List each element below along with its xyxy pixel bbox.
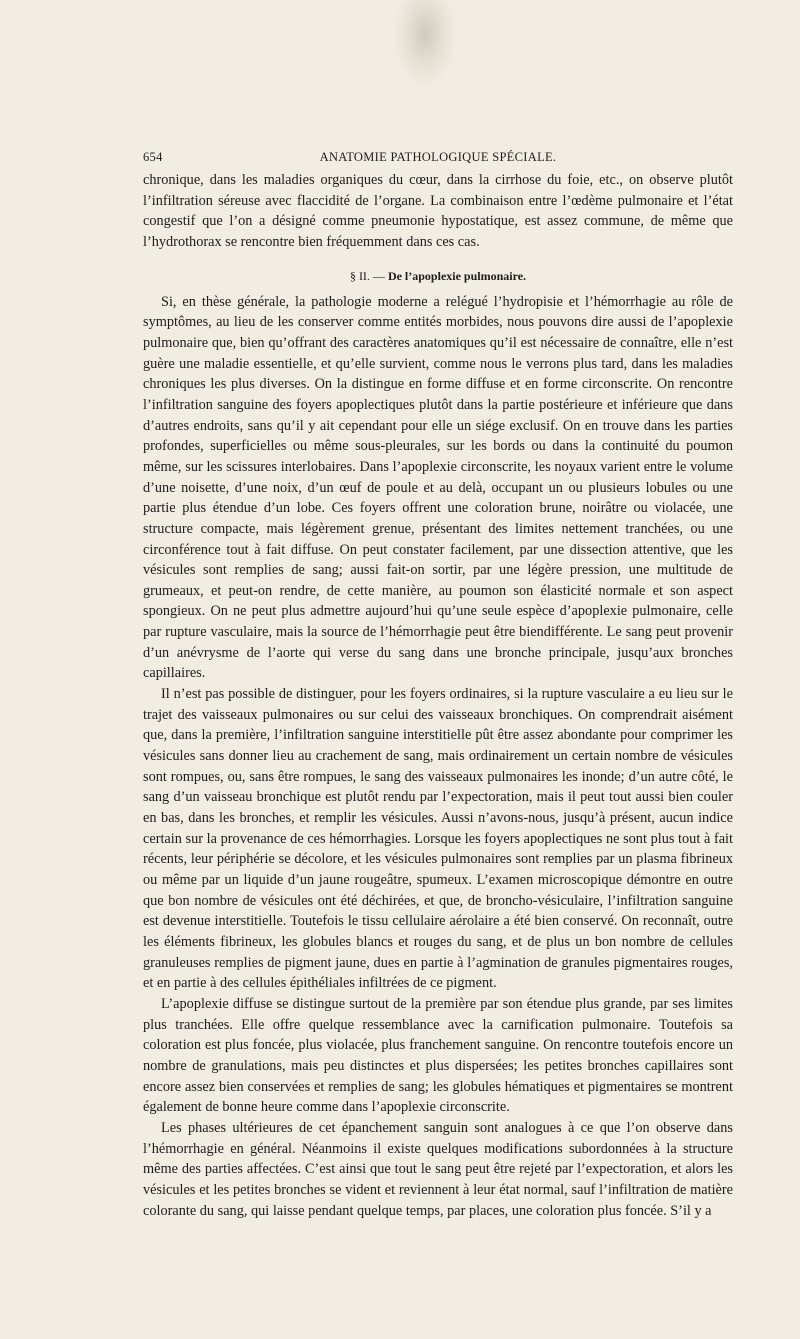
paragraph: L’apoplexie diffuse se distingue surtout de la première par son étendue plus grande, par ses limites plus tranchées. Elle offre quelque ressemblance avec la carnification pulmonaire. Toutefois sa coloration est plus foncée, plus violacée, plus franchement sanguine. On rencontre toutefois encore un nombre de granulations, mais peu distinctes et plus dispersées; les petites bronches capillaires sont encore assez bien conservées et remplies de sang; les globules hématiques et pigmentaires se montrent également de bonne heure comme dans l’apoplexie circonscrite. xyxy=(143,995,733,1116)
paragraph-continuation: chronique, dans les maladies organiques du cœur, dans la cirrhose du foie, etc., on observe plutôt l’infiltration séreuse avec flaccidité de l’organe. La combinaison entre l’œdème pulmonaire et l’état congestif que l’on a désigné comme pneumonie hypostatique, est assez commune, de même que l’hydrothorax se rencontre bien fréquemment dans ces cas. xyxy=(143,172,733,250)
body-text xyxy=(143,170,733,1221)
page-header xyxy=(143,150,733,168)
paragraph: Si, en thèse générale, la pathologie moderne a relégué l’hydropisie et l’hémorrhagie au rôle de symptômes, au lieu de les conserver comme entités morbides, nous pouvons dire aussi de l’apoplexie pulmonaire que, bien qu’offrant des caractères anatomiques qu’il est nécessaire de connaître, elle n’est guère une maladie essentielle, et qu’elle survient, comme nous le verrons plus tard, dans les maladies chroniques les plus diverses. On la distingue en forme diffuse et en forme circonscrite. On rencontre l’infiltration sanguine des foyers apoplectiques plutôt dans la partie postérieure et inférieure que dans d’autres endroits, sans qu’il y ait cependant pour elle un siége exclusif. On en trouve dans les parties profondes, superficielles ou même sous-pleurales, sur les bords ou dans la continuité du poumon même, sur les scissures interlobaires. Dans l’apoplexie circonscrite, les noyaux varient entre le volume d’une noisette, d’une noix, d’un œuf de poule et au delà, occupant un ou plusieurs lobules ou une partie plus étendue d’un lobe. Ces foyers offrent une coloration brune, noirâtre ou violacée, une structure compacte, mais légèrement grenue, présentant des limites nettement tranchées, ou une circonférence tout à fait diffuse. On peut constater facilement, par une dissection attentive, que les vésicules sont remplies de sang; aussi fait-on sortir, par une légère pression, une multitude de grumeaux, et peut-on rendre, de cette manière, au poumon son élasticité normale et son aspect spongieux. On ne peut plus admettre aujourd’hui qu’une seule espèce d’apoplexie pulmonaire, celle par rupture vasculaire, mais la source de l’hémorrhagie peut être biendifférente. Le sang peut provenir d’un anévrysme de l’aorte qui verse du sang dans une bronche principale, jusqu’aux bronches capillaires. xyxy=(143,293,733,682)
paragraph: Les phases ultérieures de cet épanchement sanguin sont analogues à ce que l’on observe dans l’hémorrhagie en général. Néanmoins il existe quelques modifications subordonnées à la structure même des parties affectées. C’est ainsi que tout le sang peut être rejeté par l’expectoration, et alors les vésicules et les petites bronches se vident et reviennent à leur état normal, sauf l’infiltration de matière colorante du sang, qui laisse pendant quelque temps, par places, une coloration plus foncée. S’il y a xyxy=(143,1119,733,1219)
page-number: 654 xyxy=(143,150,163,164)
section-title: De l’apoplexie pulmonaire. xyxy=(387,268,527,283)
section-heading xyxy=(143,266,733,286)
section-number: § II. — xyxy=(349,268,385,283)
paragraph: Il n’est pas possible de distinguer, pour les foyers ordinaires, si la rupture vasculaire a eu lieu sur le trajet des vaisseaux pulmonaires ou sur celui des vaisseaux bronchiques. On comprendrait aisément que, dans la première, l’infiltration sanguine interstitielle pût être assez abondante pour comprimer les vésicules sans donner lieu au crachement de sang, mais ordinairement un certain nombre de vésicules sont rompues, ou, sans être rompues, le sang des vaisseaux pulmonaires les inonde; d’un autre côté, le sang d’un vaisseau bronchique est plutôt rendu par l’expectoration, mais il peut tout aussi bien couler en bas, dans les bronches, et remplir les vésicules. Aussi n’avons-nous, jusqu’à présent, aucun indice certain sur la provenance de ces hémorrhagies. Lorsque les foyers apoplectiques ne sont plus tout à fait récents, leur périphérie se décolore, et les vésicules pulmonaires sont remplies par un plasma fibrineux ou même par un liquide d’un jaune rougeâtre, spumeux. L’examen microscopique démontre en outre que bon nombre de vésicules ont été déchirées, et que, de broncho-vésiculaire, l’infiltration sanguine est devenue interstitielle. Toutefois le tissu cellulaire aérolaire a été bien conservé. On reconnaît, outre les éléments fibrineux, les globules blancs et rouges du sang, et de plus un bon nombre de cellules granuleuses remplies de pigment jaune, dues en partie à l’agmination de granules pigmentaires rouges, et en partie à des cellules épithéliales infiltrées de ce pigment. xyxy=(143,686,733,992)
bleed-through-stain xyxy=(395,0,455,85)
running-head: ANATOMIE PATHOLOGIQUE SPÉCIALE. xyxy=(319,150,557,164)
